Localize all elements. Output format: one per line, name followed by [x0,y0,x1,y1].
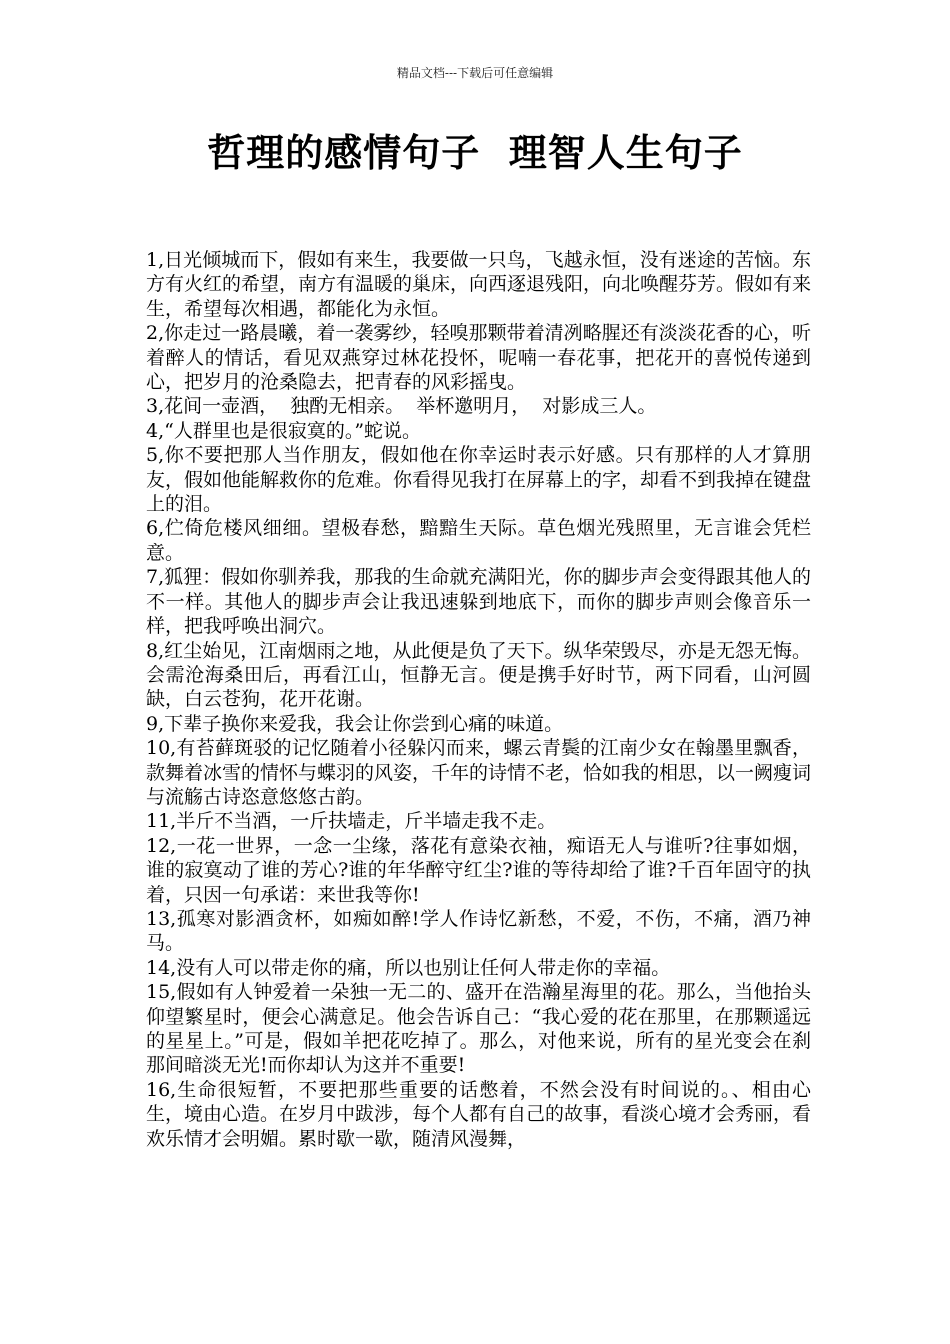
paragraph-7: 7,狐狸：假如你驯养我，那我的生命就充满阳光，你的脚步声会变得跟其他人的不一样。其他人的脚步声会让我迅速躲到地底下，而你的脚步声则会像音乐一样，把我呼唤出洞穴。 [146,566,811,638]
paragraph-5: 5,你不要把那人当作朋友，假如他在你幸运时表示好感。只有那样的人才算朋友，假如他能解救你的危难。你看得见我打在屏幕上的字，却看不到我掉在键盘上的泪。 [146,444,812,516]
paragraph-9: 9,下辈子换你来爱我，我会让你尝到心痛的味道。 [146,712,564,735]
paragraph-3: 3,花间一壶酒， 独酌无相亲。 举杯邀明月， 对影成三人。 [146,395,657,418]
paragraph-11: 11,半斤不当酒，一斤扶墙走，斤半墙走我不走。 [146,810,557,833]
paragraph-14: 14,没有人可以带走你的痛，所以也别让任何人带走你的幸福。 [146,956,671,979]
paragraph-12: 12,一花一世界，一念一尘缘，落花有意染衣袖，痴语无人与谁听?往事如烟，谁的寂寞动了谁的芳心?谁的年华醉守红尘?谁的等待却给了谁?千百年固守的执着，只因一句承诺：来世我等你! [146,834,811,906]
paragraph-8: 8,红尘始见，江南烟雨之地，从此便是负了天下。纵华荣毁尽，亦是无怨无悔。会需沧海桑田后，再看江山，恒静无言。便是携手好时节，两下同看，山河圆缺，白云苍狗，花开花谢。 [146,639,811,711]
paragraph-2: 2,你走过一路晨曦，着一袭雾纱，轻嗅那颗带着清冽略腥还有淡淡花香的心，听着醉人的情话，看见双燕穿过林花投怀，呢喃一春花事，把花开的喜悦传递到心，把岁月的沧桑隐去，把青春的风彩摇曳。 [146,322,811,394]
paragraph-4: 4,“人群里也是很寂寞的。”蛇说。 [146,419,422,442]
paragraph-16: 16,生命很短暂，不要把那些重要的话憋着，不然会没有时间说的。、相由心生，境由心造。在岁月中跋涉，每个人都有自己的故事，看淡心境才会秀丽，看欢乐情才会明媚。累时歇一歇，随清风漫舞， [146,1078,812,1150]
paragraph-1: 1,日光倾城而下，假如有来生，我要做一只鸟，飞越永恒，没有迷途的苦恼。东方有火红的希望，南方有温暖的巢床，向西逐退残阳，向北唤醒芬芳。假如有来生，希望每次相遇，都能化为永恒。 [146,249,812,320]
document-body [146,248,811,1151]
document-title: 哲理的感情句子 理智人生句子 [207,131,743,175]
paragraph-6: 6,伫倚危楼风细细。望极春愁，黯黯生天际。草色烟光残照里，无言谁会凭栏意。 [146,517,811,564]
header-note: 精品文档---下载后可任意编辑 [396,66,554,80]
paragraph-15: 15,假如有人钟爱着一朵独一无二的、盛开在浩瀚星海里的花。那么，当他抬头仰望繁星时，便会心满意足。他会告诉自己：“我心爱的花在那里，在那颗遥远的星星上。”可是，假如羊把花吃掉了。那么，对他来说，所有的星光变会在刹那间暗淡无光!而你却认为这并不重要! [146,981,811,1077]
paragraph-10: 10,有苔藓斑驳的记忆随着小径躲闪而来，螺云青鬓的江南少女在翰墨里飘香，款舞着冰雪的情怀与蝶羽的风姿，千年的诗情不老，恰如我的相思，以一阙瘦词与流觞古诗恣意悠悠古韵。 [146,737,812,808]
paragraph-13: 13,孤寒对影酒贪杯，如痴如醉!学人作诗忆新愁，不爱，不伤，不痛，酒乃神马。 [146,907,811,955]
